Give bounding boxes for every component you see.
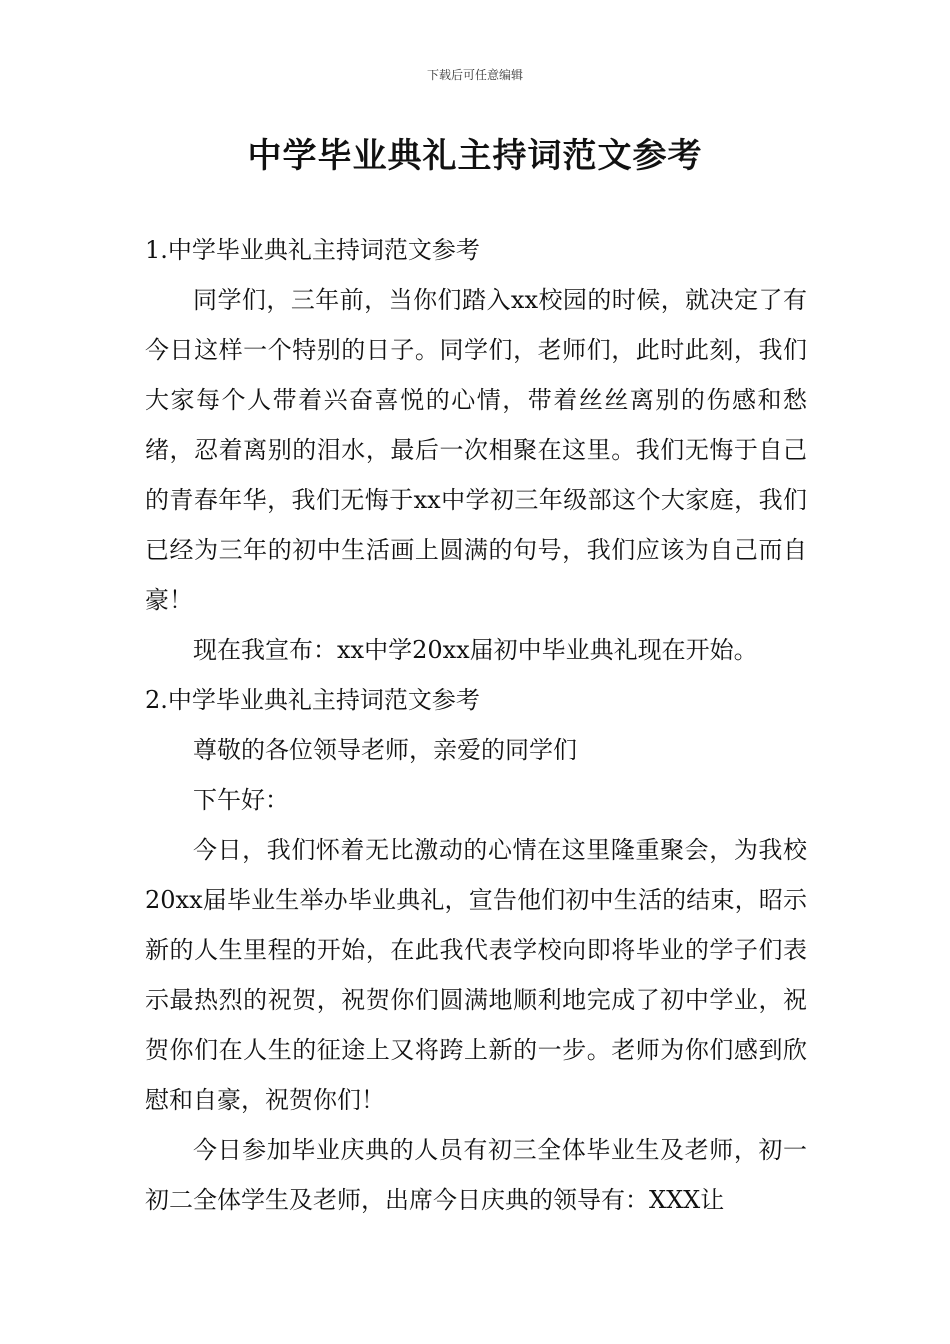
- section-1-heading: 1.中学毕业典礼主持词范文参考: [145, 236, 480, 264]
- section-2-greeting: 下午好：: [193, 786, 289, 814]
- section-2-paragraph-1: 今日，我们怀着无比激动的心情在这里隆重聚会，为我校20xx届毕业生举办毕业典礼，宣告他们初中生活的结束，昭示新的人生里程的开始，在此我代表学校向即将毕业的学子们表示最热烈的祝贺，祝贺你们圆满地顺利地完成了初中学业，祝贺你们在人生的征途上又将跨上新的一步。老师为你们感到欣慰和自豪，祝贺你们！: [145, 836, 807, 1114]
- section-2-salutation: 尊敬的各位领导老师，亲爱的同学们: [193, 736, 577, 764]
- document-title: 中学毕业典礼主持词范文参考: [247, 136, 703, 176]
- header-note: 下载后可任意编辑: [426, 68, 523, 82]
- document-body: [145, 225, 807, 1225]
- section-2-heading: 2.中学毕业典礼主持词范文参考: [145, 686, 480, 714]
- section-1-paragraph-1: 同学们，三年前，当你们踏入xx校园的时候，就决定了有今日这样一个特别的日子。同学们，老师们，此时此刻，我们大家每个人带着兴奋喜悦的心情，带着丝丝离别的伤感和愁绪，忍着离别的泪水，最后一次相聚在这里。我们无悔于自己的青春年华，我们无悔于xx中学初三年级部这个大家庭，我们已经为三年的初中生活画上圆满的句号，我们应该为自己而自豪！: [145, 286, 807, 614]
- section-1-paragraph-2: 现在我宣布：xx中学20xx届初中毕业典礼现在开始。: [193, 636, 758, 664]
- section-2-paragraph-2: 今日参加毕业庆典的人员有初三全体毕业生及老师，初一初二全体学生及老师，出席今日庆典的领导有：XXX让: [145, 1136, 807, 1214]
